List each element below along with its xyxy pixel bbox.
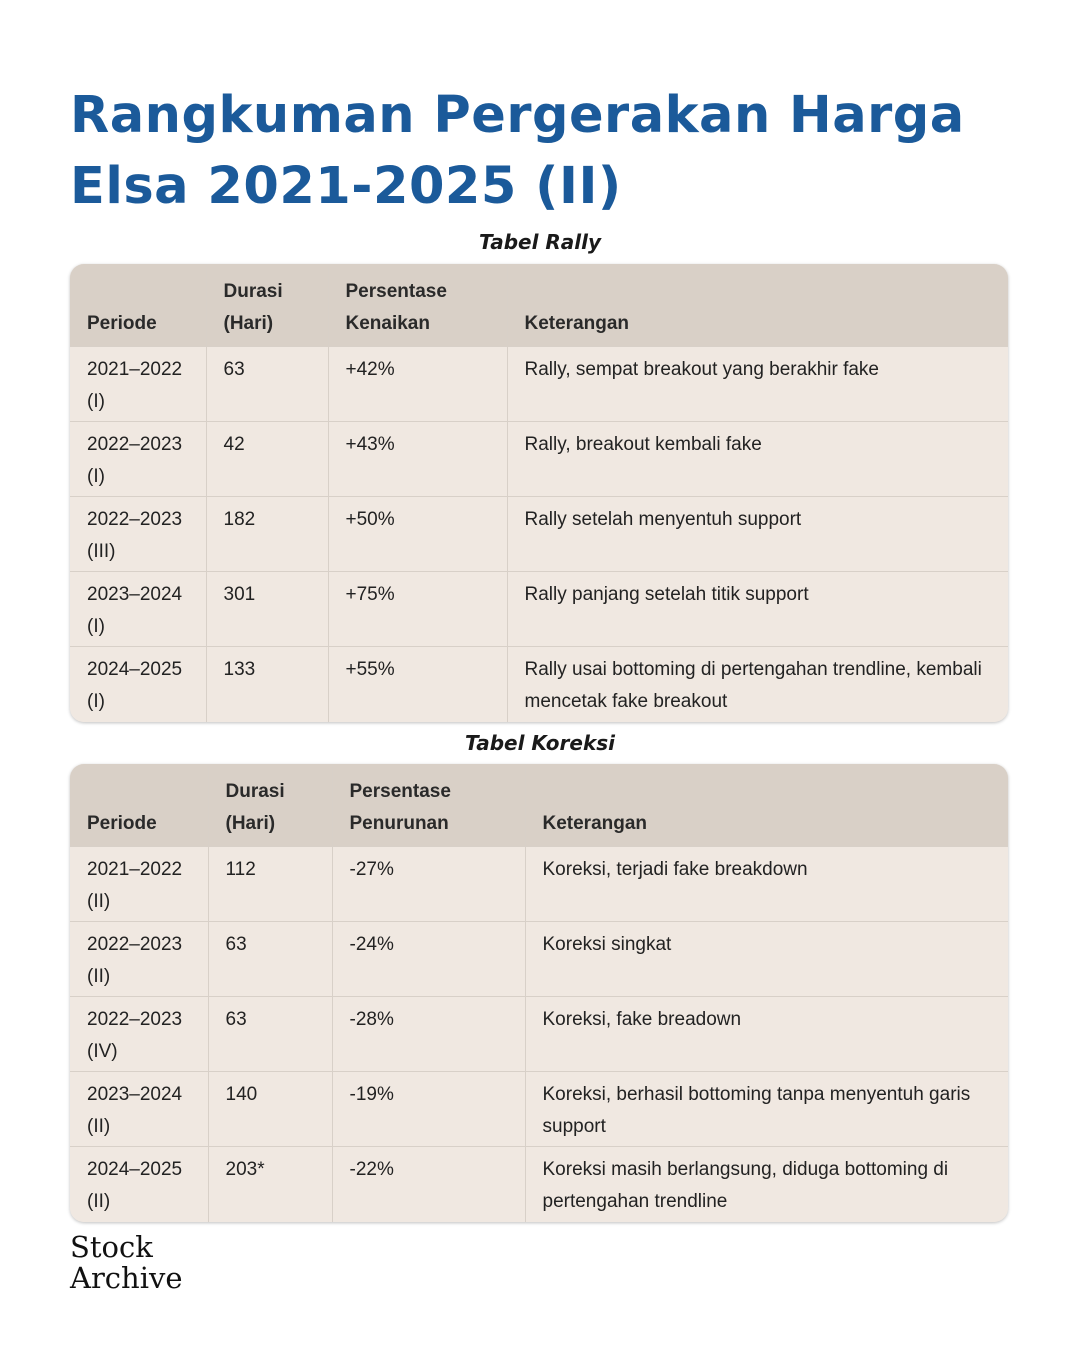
logo-line-1: Stock: [70, 1230, 153, 1264]
cell-durasi: 42: [206, 422, 328, 497]
cell-keterangan: [525, 922, 1008, 997]
cell-durasi: 63: [206, 347, 328, 422]
cell-persentase: -24%: [332, 922, 525, 997]
table-row: [70, 847, 1008, 922]
cell-persentase: +42%: [328, 347, 507, 422]
header-durasi: [208, 764, 332, 847]
header-durasi: [206, 264, 328, 347]
table-row: [70, 1147, 1008, 1222]
periode-years: 2021–2022: [87, 859, 183, 880]
cell-persentase: +50%: [328, 497, 507, 572]
cell-periode: [70, 922, 208, 997]
periode-code: (II): [87, 966, 111, 987]
header-persentase-line-1: Persentase: [349, 781, 451, 802]
cell-persentase: +55%: [328, 647, 507, 722]
cell-keterangan: [507, 647, 1008, 722]
periode-years: 2024–2025: [87, 1159, 183, 1180]
keterangan-line-1: Rally setelah menyentuh support: [524, 509, 802, 530]
periode-years: 2023–2024: [87, 1084, 183, 1105]
cell-durasi: 140: [208, 1072, 332, 1147]
periode-years: 2022–2023: [87, 934, 183, 955]
table-row: [70, 922, 1008, 997]
periode-years: 2021–2022: [87, 359, 183, 380]
cell-persentase: +43%: [328, 422, 507, 497]
koreksi-table-caption: Tabel Koreksi: [464, 731, 616, 755]
header-persentase: [328, 264, 507, 347]
keterangan-line-1: Rally, breakout kembali fake: [524, 434, 762, 455]
header-periode: Periode: [70, 764, 208, 847]
cell-periode: [70, 422, 206, 497]
cell-periode: [70, 647, 206, 722]
cell-durasi: 63: [208, 997, 332, 1072]
periode-code: (II): [87, 891, 111, 912]
table-row: [70, 997, 1008, 1072]
cell-persentase: -19%: [332, 1072, 525, 1147]
periode-years: 2024–2025: [87, 659, 183, 680]
periode-code: (IV): [87, 1041, 118, 1062]
cell-keterangan: [525, 1072, 1008, 1147]
cell-periode: [70, 347, 206, 422]
keterangan-line-1: Rally usai bottoming di pertengahan trendline, kembali: [524, 659, 982, 680]
header-durasi-line-2: (Hari): [225, 813, 276, 834]
title-line-2: Elsa 2021-2025 (II): [70, 157, 622, 216]
cell-durasi: 203*: [208, 1147, 332, 1222]
cell-keterangan: [507, 422, 1008, 497]
keterangan-line-2: pertengahan trendline: [542, 1191, 728, 1212]
table-row: [70, 647, 1008, 722]
cell-keterangan: [525, 1147, 1008, 1222]
table-row: [70, 497, 1008, 572]
periode-years: 2022–2023: [87, 434, 183, 455]
periode-code: (III): [87, 541, 116, 562]
cell-persentase: -27%: [332, 847, 525, 922]
title-line-1: Rangkuman Pergerakan Harga: [70, 86, 965, 145]
cell-persentase: -22%: [332, 1147, 525, 1222]
table-row: [70, 422, 1008, 497]
cell-periode: [70, 847, 208, 922]
cell-keterangan: [507, 347, 1008, 422]
cell-persentase: -28%: [332, 997, 525, 1072]
cell-durasi: 112: [208, 847, 332, 922]
periode-years: 2023–2024: [87, 584, 183, 605]
keterangan-line-1: Koreksi, terjadi fake breakdown: [542, 859, 808, 880]
keterangan-line-1: Koreksi, fake breadown: [542, 1009, 742, 1030]
periode-years: 2022–2023: [87, 1009, 183, 1030]
stock-archive-logo: [70, 1232, 183, 1294]
header-keterangan: Keterangan: [525, 764, 1008, 847]
cell-keterangan: [525, 847, 1008, 922]
keterangan-line-2: support: [542, 1116, 606, 1137]
header-persentase: [332, 764, 525, 847]
keterangan-line-1: Rally, sempat breakout yang berakhir fake: [524, 359, 879, 380]
cell-periode: [70, 1147, 208, 1222]
rally-table-caption: Tabel Rally: [478, 230, 602, 254]
cell-periode: [70, 997, 208, 1072]
header-persentase-line-2: Penurunan: [349, 813, 449, 834]
page-title: [70, 80, 1030, 222]
cell-persentase: +75%: [328, 572, 507, 647]
keterangan-line-1: Koreksi singkat: [542, 934, 672, 955]
table-row: [70, 347, 1008, 422]
cell-periode: [70, 1072, 208, 1147]
cell-periode: [70, 572, 206, 647]
cell-durasi: 301: [206, 572, 328, 647]
cell-periode: [70, 497, 206, 572]
cell-keterangan: [525, 997, 1008, 1072]
cell-keterangan: [507, 572, 1008, 647]
rally-table-header-row: [70, 264, 1008, 347]
header-persentase-line-1: Persentase: [345, 281, 447, 302]
header-durasi-line-1: Durasi: [225, 781, 285, 802]
keterangan-line-1: Koreksi, berhasil bottoming tanpa menyentuh garis: [542, 1084, 971, 1105]
cell-keterangan: [507, 497, 1008, 572]
header-durasi-line-1: Durasi: [223, 281, 283, 302]
table-row: [70, 572, 1008, 647]
periode-code: (I): [87, 616, 105, 637]
header-durasi-line-2: (Hari): [223, 313, 274, 334]
periode-code: (I): [87, 391, 105, 412]
koreksi-table-header-row: [70, 764, 1008, 847]
koreksi-table: [70, 764, 1008, 1222]
header-keterangan: Keterangan: [507, 264, 1008, 347]
cell-durasi: 133: [206, 647, 328, 722]
header-persentase-line-2: Kenaikan: [345, 313, 430, 334]
cell-durasi: 63: [208, 922, 332, 997]
keterangan-line-2: mencetak fake breakout: [524, 691, 728, 712]
cell-durasi: 182: [206, 497, 328, 572]
logo-line-2: Archive: [70, 1261, 183, 1295]
header-periode: Periode: [70, 264, 206, 347]
rally-table: [70, 264, 1008, 722]
periode-years: 2022–2023: [87, 509, 183, 530]
keterangan-line-1: Rally panjang setelah titik support: [524, 584, 809, 605]
table-row: [70, 1072, 1008, 1147]
periode-code: (II): [87, 1191, 111, 1212]
periode-code: (II): [87, 1116, 111, 1137]
periode-code: (I): [87, 466, 105, 487]
periode-code: (I): [87, 691, 105, 712]
keterangan-line-1: Koreksi masih berlangsung, diduga bottoming di: [542, 1159, 949, 1180]
